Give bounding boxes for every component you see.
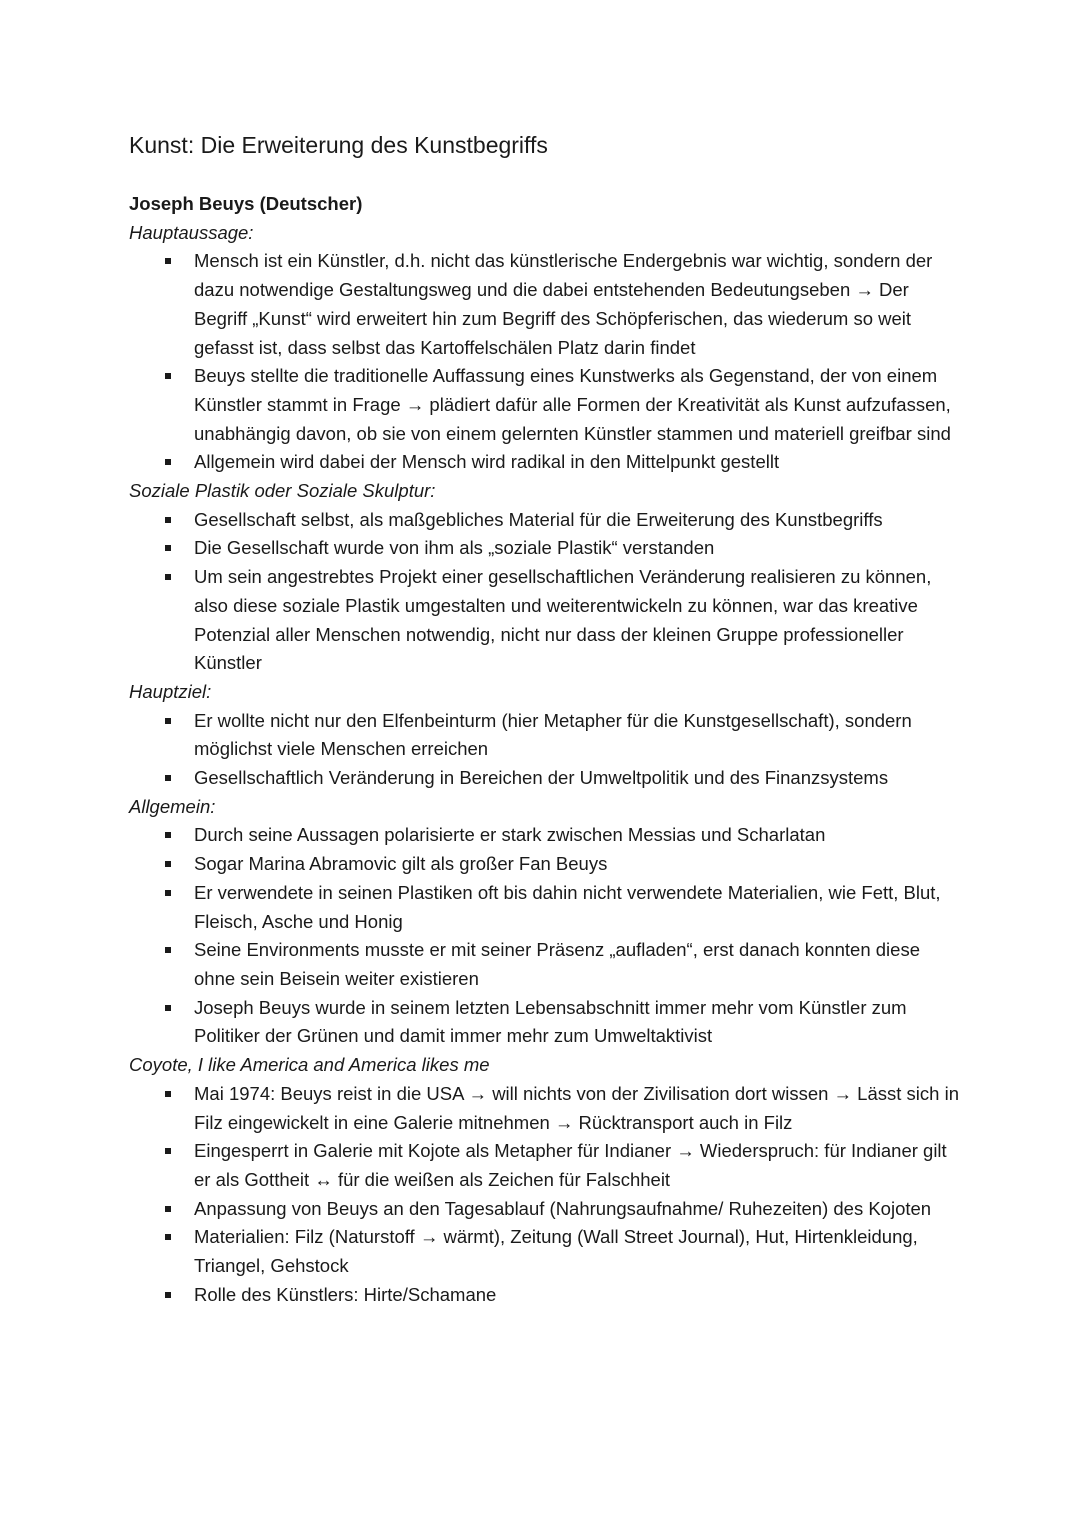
list-item-text: Joseph Beuys wurde in seinem letzten Lebensabschnitt immer mehr vom Künstler zum Politiker der Grünen und damit immer mehr zum Umweltaktivist xyxy=(194,996,907,1047)
list-item-text: Die Gesellschaft wurde von ihm als „soziale Plastik“ verstanden xyxy=(194,537,715,559)
bullet-list xyxy=(129,506,959,678)
sections-container xyxy=(129,219,959,1310)
author-heading: Joseph Beuys (Deutscher) xyxy=(129,193,363,214)
list-item-text: Materialien: Filz (Naturstoff → wärmt), Zeitung (Wall Street Journal), Hut, Hirtenkleidung, Triangel, Gehstock xyxy=(194,1226,918,1277)
list-item-text: Eingesperrt in Galerie mit Kojote als Metapher für Indianer → Wiederspruch: für Indianer gilt er als Gottheit ↔ für die weißen als Zeichen für Falschheit xyxy=(194,1140,947,1190)
list-item-text: Mensch ist ein Künstler, d.h. nicht das künstlerische Endergebnis war wichtig, sondern der dazu notwendige Gestaltungsweg und die dabei entstehenden Bedeutungseben → Der Begriff „Kunst“ wird erweitert hin zum Begriff des Schöpferischen, das wiederum so weit gefasst ist, dass selbst das Kartoffelschälen Platz darin findet xyxy=(194,250,933,358)
list-item xyxy=(129,362,959,448)
list-item-text: Sogar Marina Abramovic gilt als großer Fan Beuys xyxy=(194,853,608,875)
square-bullet-icon xyxy=(165,832,171,838)
section-heading: Hauptziel: xyxy=(129,680,212,702)
list-item-text: Um sein angestrebtes Projekt einer gesellschaftlichen Veränderung realisieren zu können, also diese soziale Plastik umgestalten und weiterentwickeln zu können, war das kreative Potenzial aller Menschen notwendig, nicht nur dass der kleinen Gruppe professioneller Künstler xyxy=(194,566,932,674)
list-item-text: Seine Environments musste er mit seiner Präsenz „aufladen“, erst danach konnten diese ohne sein Beisein weiter existieren xyxy=(194,939,920,989)
square-bullet-icon xyxy=(165,1091,171,1097)
square-bullet-icon xyxy=(165,574,171,580)
square-bullet-icon xyxy=(165,545,171,551)
bullet-list xyxy=(129,247,959,477)
document-page xyxy=(129,128,959,1309)
bullet-list xyxy=(129,707,959,793)
list-item xyxy=(129,707,959,764)
list-item xyxy=(129,1137,959,1194)
list-item-text: Durch seine Aussagen polarisierte er stark zwischen Messias und Scharlatan xyxy=(194,824,826,846)
section-heading: Hauptaussage: xyxy=(129,221,254,243)
list-item xyxy=(129,850,959,879)
list-item xyxy=(129,994,959,1051)
list-item-text: Er wollte nicht nur den Elfenbeinturm (hier Metapher für die Kunstgesellschaft), sondern möglichst viele Menschen erreichen xyxy=(194,709,912,760)
list-item-text: Anpassung von Beuys an den Tagesablauf (Nahrungsaufnahme/ Ruhezeiten) des Kojoten xyxy=(194,1197,932,1219)
square-bullet-icon xyxy=(165,1234,171,1240)
square-bullet-icon xyxy=(165,1292,171,1298)
section-heading: Coyote, I like America and America likes me xyxy=(129,1054,490,1076)
list-item xyxy=(129,534,959,563)
square-bullet-icon xyxy=(165,718,171,724)
list-item-text: Beuys stellte die traditionelle Auffassung eines Kunstwerks als Gegenstand, der von einem Künstler stammt in Frage → plädiert dafür alle Formen der Kreativität als Kunst aufzufassen, unabhängig davon, ob sie von einem gelernten Künstler stammen und materiell greifbar sind xyxy=(194,365,951,444)
list-item-text: Er verwendete in seinen Plastiken oft bis dahin nicht verwendete Materialien, wie Fett, Blut, Fleisch, Asche und Honig xyxy=(194,881,941,932)
square-bullet-icon xyxy=(165,373,171,379)
bullet-list xyxy=(129,821,959,1051)
bullet-list xyxy=(129,1080,959,1310)
square-bullet-icon xyxy=(165,1005,171,1011)
list-item xyxy=(129,821,959,850)
list-item xyxy=(129,764,959,793)
list-item xyxy=(129,1281,959,1310)
square-bullet-icon xyxy=(165,459,171,465)
list-item xyxy=(129,1080,959,1137)
square-bullet-icon xyxy=(165,775,171,781)
square-bullet-icon xyxy=(165,1148,171,1154)
document-title: Kunst: Die Erweiterung des Kunstbegriffs xyxy=(129,132,548,158)
square-bullet-icon xyxy=(165,258,171,264)
section-heading: Soziale Plastik oder Soziale Skulptur: xyxy=(129,480,436,502)
list-item-text: Mai 1974: Beuys reist in die USA → will nichts von der Zivilisation dort wissen → Lässt sich in Filz eingewickelt in eine Galerie mitnehmen → Rücktransport auch in Filz xyxy=(194,1082,959,1133)
square-bullet-icon xyxy=(165,861,171,867)
square-bullet-icon xyxy=(165,517,171,523)
list-item-text: Gesellschaft selbst, als maßgebliches Material für die Erweiterung des Kunstbegriffs xyxy=(194,508,883,530)
list-item xyxy=(129,448,959,477)
list-item-text: Allgemein wird dabei der Mensch wird radikal in den Mittelpunkt gestellt xyxy=(194,451,780,473)
list-item xyxy=(129,1223,959,1280)
square-bullet-icon xyxy=(165,1206,171,1212)
list-item-text: Rolle des Künstlers: Hirte/Schamane xyxy=(194,1283,497,1305)
square-bullet-icon xyxy=(165,947,171,953)
list-item xyxy=(129,879,959,936)
list-item xyxy=(129,936,959,993)
list-item-text: Gesellschaftlich Veränderung in Bereichen der Umweltpolitik und des Finanzsystems xyxy=(194,767,889,789)
list-item xyxy=(129,506,959,535)
list-item xyxy=(129,1195,959,1224)
section-heading: Allgemein: xyxy=(129,795,216,817)
list-item xyxy=(129,247,959,362)
square-bullet-icon xyxy=(165,890,171,896)
list-item xyxy=(129,563,959,678)
